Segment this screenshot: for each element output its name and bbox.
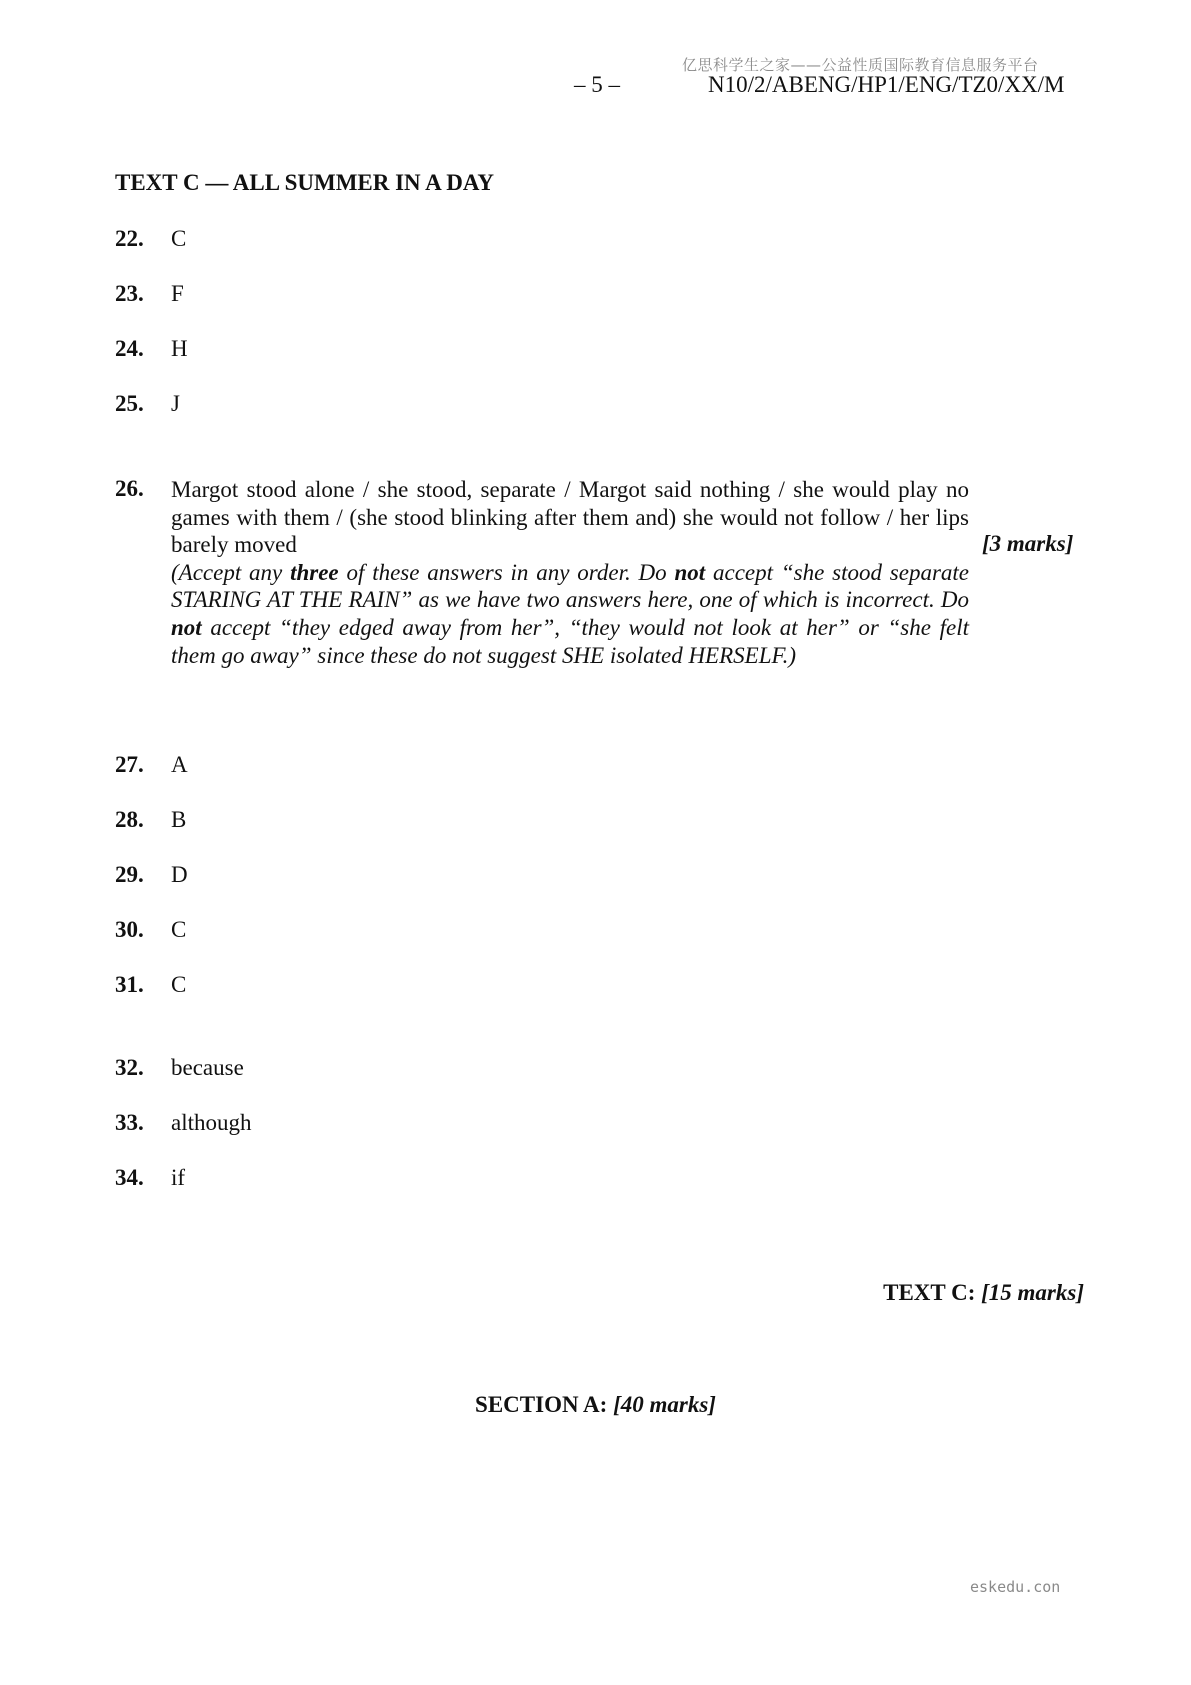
question-number: 32. bbox=[115, 1055, 144, 1080]
question-answer: F bbox=[171, 281, 184, 306]
section-heading: TEXT C — ALL SUMMER IN A DAY bbox=[115, 170, 494, 195]
section-total-marks: [40 marks] bbox=[613, 1392, 716, 1417]
question-number: 31. bbox=[115, 972, 144, 997]
text-total-marks: [15 marks] bbox=[981, 1280, 1084, 1305]
question-answer: C bbox=[171, 226, 187, 251]
question-answer: because bbox=[171, 1055, 244, 1080]
q26-answer-block bbox=[171, 476, 969, 669]
page-number: – 5 – bbox=[574, 72, 620, 97]
question-answer: B bbox=[171, 807, 187, 832]
footer-watermark: eskedu.con bbox=[970, 1578, 1061, 1596]
question-number: 25. bbox=[115, 391, 144, 416]
header-watermark: 亿思科学生之家——公益性质国际教育信息服务平台 bbox=[682, 56, 1039, 74]
question-answer: if bbox=[171, 1165, 186, 1190]
question-answer: C bbox=[171, 917, 187, 942]
question-number: 28. bbox=[115, 807, 144, 832]
question-answer: J bbox=[171, 391, 180, 416]
question-answer: although bbox=[171, 1110, 252, 1135]
question-number: 30. bbox=[115, 917, 144, 942]
question-number: 22. bbox=[115, 226, 144, 251]
question-number: 29. bbox=[115, 862, 144, 887]
text-total-label: TEXT C: bbox=[883, 1280, 976, 1305]
question-number: 33. bbox=[115, 1110, 144, 1135]
question-number: 26. bbox=[115, 476, 144, 501]
question-number: 24. bbox=[115, 336, 144, 361]
section-a-total bbox=[0, 1392, 1191, 1418]
section-total-label: SECTION A: bbox=[475, 1392, 608, 1417]
question-answer: H bbox=[171, 336, 188, 361]
text-c-total bbox=[883, 1280, 1084, 1306]
question-answer: A bbox=[171, 752, 188, 777]
question-number: 34. bbox=[115, 1165, 144, 1190]
question-answer: C bbox=[171, 972, 187, 997]
q26-marks: [3 marks] bbox=[982, 531, 1074, 556]
q26-answer: Margot stood alone / she stood, separate / Margot said nothing / she would play no games with them / (she stood blinking after them and) she would not follow / her lips barely moved bbox=[171, 477, 969, 558]
document-code: N10/2/ABENG/HP1/ENG/TZ0/XX/M bbox=[708, 72, 1065, 97]
question-answer: D bbox=[171, 862, 188, 887]
q26-marking-note: (Accept any three of these answers in any order. Do not accept “she stood separate STARING AT THE RAIN” as we have two answers here, one of which is incorrect. Do not accept “they edged away from her”, “they would not look at her” or “she felt them go away” since these do not suggest SHE isolated HERSELF.) bbox=[171, 559, 970, 668]
question-number: 27. bbox=[115, 752, 144, 777]
question-number: 23. bbox=[115, 281, 144, 306]
